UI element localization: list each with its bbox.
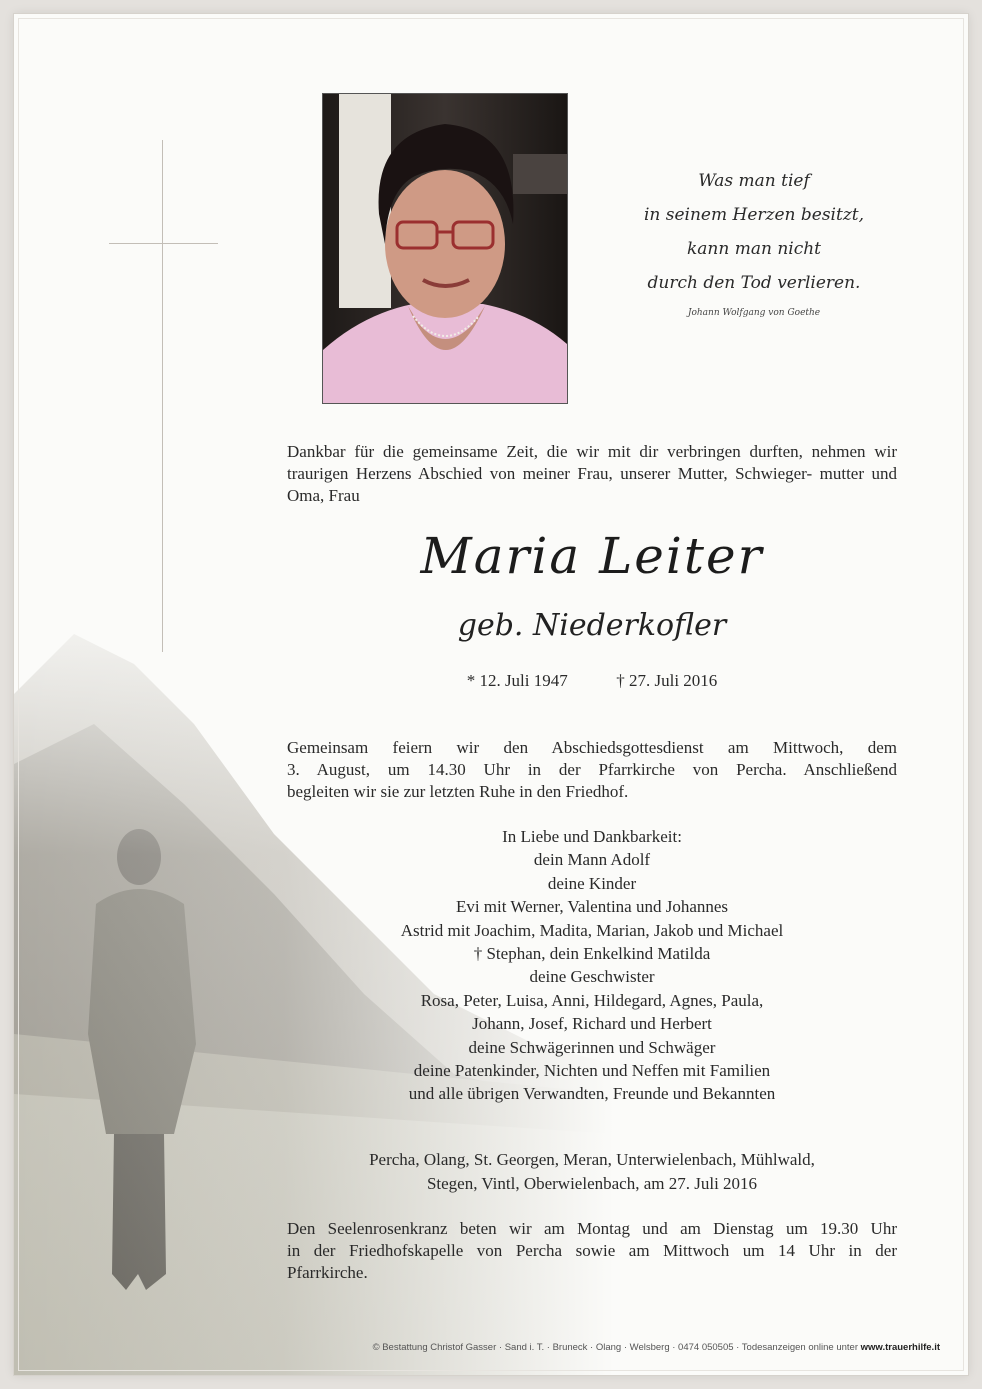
places-and-date <box>287 1148 897 1196</box>
service-line: 3. August, um 14.30 Uhr in der Pfarrkirche von Percha. Anschließend <box>287 760 897 779</box>
footer-text: © Bestattung Christof Gasser · Sand i. T. · Bruneck · Olang · Welsberg · 0474 050505 · Todesanzeigen online unter <box>372 1342 858 1353</box>
mourner-line: und alle übrigen Verwandten, Freunde und Bekannten <box>408 1084 776 1104</box>
quote-line: Was man tief <box>698 171 810 191</box>
goethe-quote <box>599 164 909 320</box>
mourner-line: dein Mann Adolf <box>533 850 651 870</box>
quote-author: Johann Wolfgang von Goethe <box>687 308 821 318</box>
mourner-line: Johann, Josef, Richard und Herbert <box>472 1014 712 1034</box>
death-date: † 27. Juli 2016 <box>616 671 718 690</box>
quote-line: durch den Tod verlieren. <box>647 273 861 293</box>
intro-line: wir traurigen Herzens Abschied von meiner Frau, unserer Mutter, Schwieger- <box>287 442 897 483</box>
obituary-card <box>14 14 968 1375</box>
quote-line: in seinem Herzen besitzt, <box>643 205 865 225</box>
mourner-line: deine Patenkinder, Nichten und Neffen mit Familien <box>413 1061 771 1081</box>
intro-line: mutter und Oma, Frau <box>287 464 897 505</box>
service-line: begleiten wir sie zur letzten Ruhe in den Friedhof. <box>287 782 629 801</box>
mourner-line: deine Kinder <box>547 873 637 893</box>
mourner-line: † Stephan, dein Enkelkind Matilda <box>473 944 711 964</box>
places-line: Percha, Olang, St. Georgen, Meran, Unterwielenbach, Mühlwald, <box>369 1150 815 1169</box>
cross-horizontal-bar <box>109 243 218 244</box>
portrait-photo <box>322 93 568 404</box>
service-line: Gemeinsam feiern wir den Abschiedsgottesdienst am Mittwoch, dem <box>287 738 897 757</box>
quote-line: kann man nicht <box>686 239 822 259</box>
rosary-line: in der Friedhofskapelle von Percha sowie am Mittwoch um 14 Uhr in der <box>287 1241 897 1260</box>
footer-credit <box>14 1342 940 1354</box>
mourner-line: Evi mit Werner, Valentina und Johannes <box>455 897 729 917</box>
life-dates <box>287 670 897 692</box>
mourner-line: deine Geschwister <box>529 967 655 987</box>
funeral-service-text <box>287 737 897 803</box>
mourners-list <box>287 825 897 1106</box>
mourner-line: In Liebe und Dankbarkeit: <box>502 827 682 846</box>
rosary-line: Den Seelenrosenkranz beten wir am Montag und am Dienstag um 19.30 Uhr <box>287 1219 897 1238</box>
rosary-line: Pfarrkirche. <box>287 1263 368 1282</box>
mourner-line: deine Schwägerinnen und Schwäger <box>468 1037 716 1057</box>
deceased-name: Maria Leiter <box>420 527 764 585</box>
mourner-line: Rosa, Peter, Luisa, Anni, Hildegard, Agnes, Paula, <box>420 990 764 1010</box>
intro-line: Dankbar für die gemeinsame Zeit, die wir mit dir verbringen durften, nehmen <box>287 442 866 461</box>
footer-website-link[interactable]: www.trauerhilfe.it <box>860 1342 940 1353</box>
maiden-name: geb. Niederkofler <box>457 608 727 643</box>
places-line: Stegen, Vintl, Oberwielenbach, am 27. Juli 2016 <box>426 1174 758 1193</box>
intro-text <box>287 441 897 507</box>
mourner-line: Astrid mit Joachim, Madita, Marian, Jakob und Michael <box>400 920 784 940</box>
rosary-text <box>287 1218 897 1284</box>
cross-vertical-bar <box>162 140 163 652</box>
birth-date: * 12. Juli 1947 <box>466 671 568 690</box>
